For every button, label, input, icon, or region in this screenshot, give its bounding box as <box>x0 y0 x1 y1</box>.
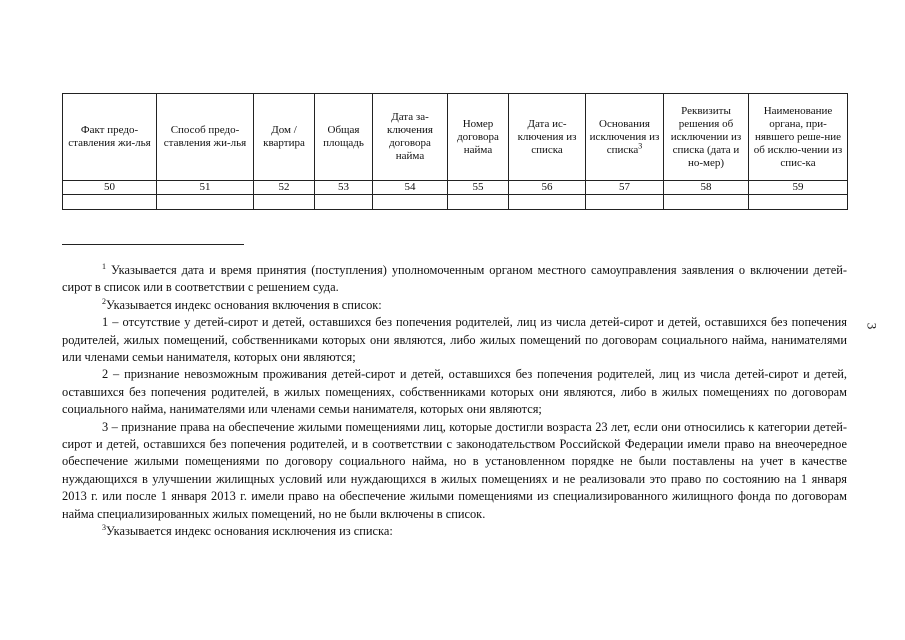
footnote-mark: 2 <box>102 296 106 306</box>
column-number-row <box>63 181 848 195</box>
table-cell <box>63 195 157 210</box>
footnotes-section <box>62 262 847 541</box>
footnote-item-3: 3 – признание права на обеспечение жилыми помещениями лиц, которые достигли возраста 23 лет, если они относились к категории детей- сирот и детей, оставшихся без попечения родителей, и в соответствии с законодательством Российской Федерации имели право на внеочередное обеспечение жилыми помещениями по договору социального найма, но в установленном порядке не были поставлены на учет в качестве нуждающихся в улучшении жилищных условий или нуждающихся в жилых помещениях и не реализовали это право по состоянию на 1 января 2013 г. или после 1 января 2013 г. имели право на обеспечение жилыми помещениями из специализированного жилищного фонда по договорам найма специализированных жилых помещений, но не были включены в список. <box>62 419 847 521</box>
footnote-ref: 3 <box>638 140 643 150</box>
footnote-text: Указывается индекс основания включения в список: <box>106 297 382 312</box>
footnote-1 <box>62 262 847 297</box>
table-cell <box>664 195 749 210</box>
column-number: 54 <box>373 181 448 195</box>
footnote-item-2: 2 – признание невозможным проживания детей-сирот и детей, оставшихся без попечения родителей, лиц из числа детей-сирот и детей, оставшихся без попечения родителей, в жилых помещениях, собственниками которых они являются, либо в жилых помещениях по договорам социального найма, нанимателями или членами семьи нанимателя, которых они являются; <box>62 367 847 417</box>
header-cell: Наименование органа, при-нявшего реше-ние об исклю-чении из спис-ка <box>749 94 848 181</box>
footnote-item-1: 1 – отсутствие у детей-сирот и детей, оставшихся без попечения родителей, лиц из числа детей-сирот и детей, оставшихся без попечения родителей, жилых помещений, собственниками которых они являются, либо жилых помещений по договорам социального найма, нанимателями или членами семьи нанимателя, которых они являются; <box>62 315 847 365</box>
table-cell <box>373 195 448 210</box>
table-header-row <box>63 94 848 181</box>
footnote-separator <box>62 244 244 245</box>
header-cell: Общая площадь <box>315 94 373 181</box>
column-number: 55 <box>448 181 509 195</box>
header-cell: Способ предо-ставления жи-лья <box>157 94 254 181</box>
table-cell <box>448 195 509 210</box>
column-number: 53 <box>315 181 373 195</box>
empty-data-row <box>63 195 848 210</box>
footnote-2 <box>62 297 847 314</box>
header-cell-exclusion-basis <box>586 94 664 181</box>
footnote-text: Указывается индекс основания исключения из списка: <box>106 524 393 539</box>
header-cell: Дом / квартира <box>254 94 315 181</box>
page-number: 3 <box>864 322 880 330</box>
footnote-mark: 1 <box>102 261 106 271</box>
column-number: 50 <box>63 181 157 195</box>
table-cell <box>157 195 254 210</box>
housing-table <box>62 93 848 210</box>
table-cell <box>315 195 373 210</box>
header-cell: Реквизиты решения об исключении из списка (дата и но-мер) <box>664 94 749 181</box>
column-number: 58 <box>664 181 749 195</box>
header-cell: Номер договора найма <box>448 94 509 181</box>
header-cell: Дата ис-ключения из списка <box>509 94 586 181</box>
table-cell <box>586 195 664 210</box>
footnote-3 <box>62 523 847 540</box>
column-number: 57 <box>586 181 664 195</box>
column-number: 51 <box>157 181 254 195</box>
table-cell <box>254 195 315 210</box>
table-cell <box>509 195 586 210</box>
header-text: Основания исключения из списка <box>589 117 660 156</box>
column-number: 59 <box>749 181 848 195</box>
column-number: 52 <box>254 181 315 195</box>
footnote-mark: 3 <box>102 522 106 532</box>
table-cell <box>749 195 848 210</box>
column-number: 56 <box>509 181 586 195</box>
header-cell: Факт предо-ставления жи-лья <box>63 94 157 181</box>
footnote-text: Указывается дата и время принятия (поступления) уполномоченным органом местного самоуправления заявления о включении детей-сирот в список или в соответствии с решением суда. <box>62 263 847 295</box>
header-cell: Дата за-ключения договора найма <box>373 94 448 181</box>
